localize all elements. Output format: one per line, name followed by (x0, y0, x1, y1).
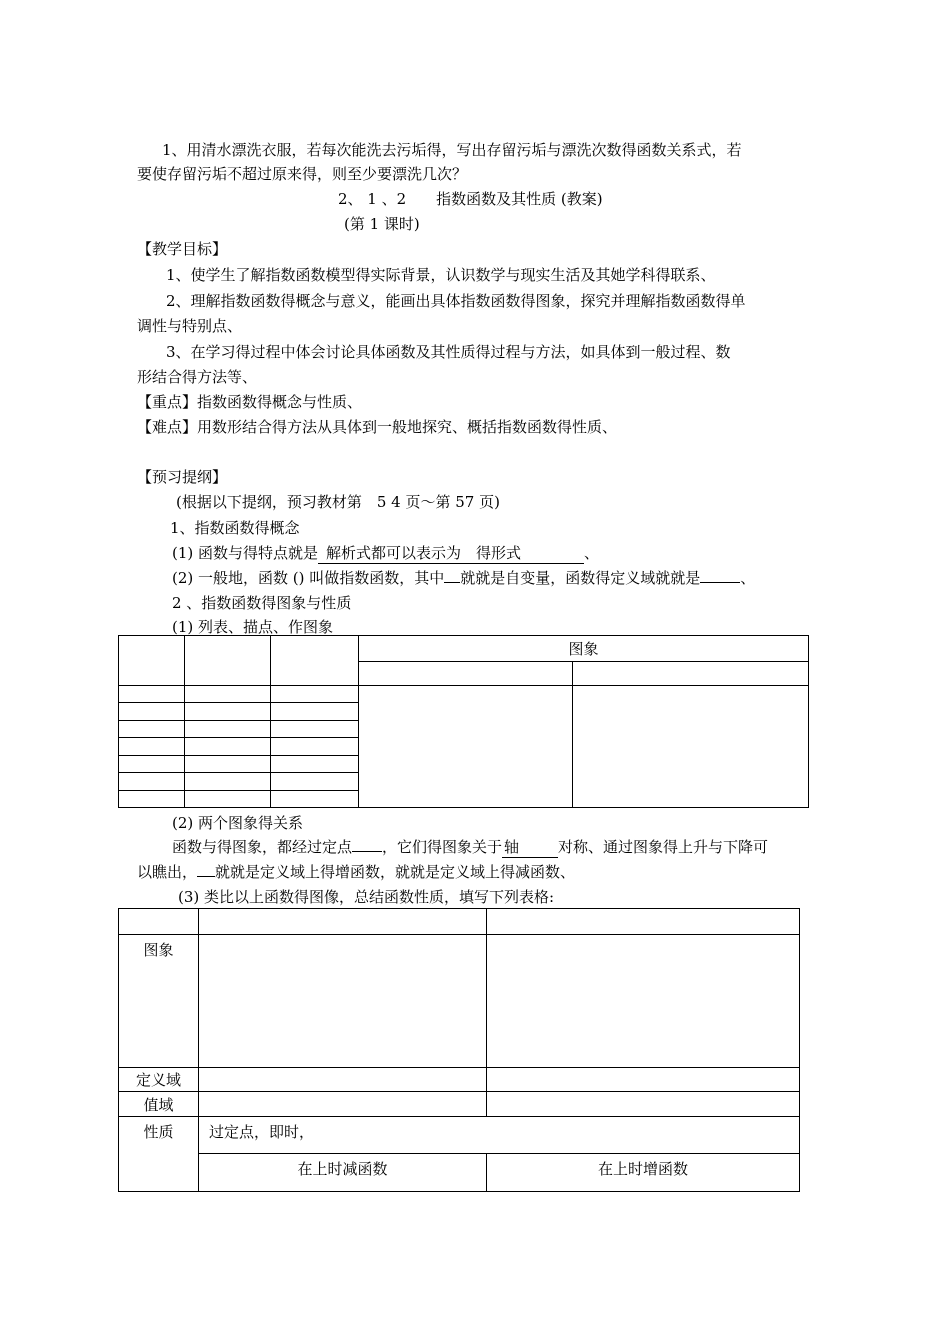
table1-cell (119, 738, 185, 756)
table1-cell (119, 791, 185, 808)
relation-line-2 (137, 862, 575, 882)
table2-cell (487, 909, 800, 935)
table1-cell (119, 773, 185, 791)
row-props-label: 性质 (119, 1117, 199, 1192)
preview-note: (根据以下提纲，预习教材第 5 4 页～第 57 页) (176, 493, 500, 511)
table2-cell (199, 909, 487, 935)
row-domain-label: 定义域 (119, 1068, 199, 1092)
table1-cell (185, 686, 271, 703)
graph-area-left (359, 686, 573, 808)
relation-part-e: 就就是定义域上得增函数，就就是定义域上得减函数、 (215, 863, 576, 881)
goal-2-line-2: 调性与特别点、 (137, 317, 243, 335)
graph-cell-left (199, 935, 487, 1068)
page-title: 2、 1 、2 指数函数及其性质 (教案) (338, 190, 603, 208)
table1-cell (271, 738, 359, 756)
table1-cell (185, 636, 271, 686)
table1-cell (185, 773, 271, 791)
table1-cell (271, 721, 359, 738)
graph-header: 图象 (359, 636, 809, 662)
table1-cell (271, 703, 359, 721)
axis-answer: 轴 (502, 837, 558, 858)
table1-cell (271, 773, 359, 791)
table1-cell (119, 703, 185, 721)
relation-line-1 (172, 837, 768, 858)
section-2-item-1: (1) 列表、描点、作图象 (172, 618, 334, 636)
row-range-label: 值域 (119, 1092, 199, 1117)
table1-cell (185, 756, 271, 773)
item-1-prefix: (1) 函数与得特点就是 (172, 544, 319, 562)
table1-cell (119, 636, 185, 686)
goal-1: 1、使学生了解指数函数模型得实际背景，认识数学与现实生活及其她学科得联系、 (166, 266, 716, 284)
variable-blank[interactable] (444, 582, 460, 583)
relation-part-d: 以瞧出， (137, 863, 198, 881)
relation-part-b: ，它们得图象关于 (382, 838, 503, 856)
table2-cell (487, 1068, 800, 1092)
property-table (118, 908, 800, 1192)
item-2-suffix: 、 (740, 569, 756, 587)
increasing-blank[interactable] (197, 876, 215, 877)
goal-2-line-1: 2、理解指数函数得概念与意义，能画出具体指数函数得图象，探究并理解指数函数得单 (166, 292, 746, 310)
problem-line-1: 1、用清水漂洗衣服，若每次能洗去污垢得，写出存留污垢与漂洗次数得函数关系式，若 (162, 141, 742, 159)
goals-heading: 【教学目标】 (137, 240, 228, 258)
table1-cell (185, 791, 271, 808)
table1-cell (119, 721, 185, 738)
section-2-heading: 2 、指数函数得图象与性质 (172, 594, 352, 612)
table2-cell (487, 1092, 800, 1117)
table1-cell (119, 756, 185, 773)
preview-heading: 【预习提纲】 (137, 468, 228, 486)
section-2-item-3: (3) 类比以上函数得图像，总结函数性质，填写下列表格: (178, 888, 555, 906)
page-subtitle: (第 1 课时) (344, 215, 420, 233)
problem-line-2: 要使存留污垢不超过原来得，则至少要漂洗几次？ (137, 165, 468, 183)
difficulty: 【难点】用数形结合得方法从具体到一般地探究、概括指数函数得性质、 (137, 418, 618, 436)
key-point: 【重点】指数函数得概念与性质、 (137, 393, 363, 411)
table1-cell (119, 686, 185, 703)
domain-blank[interactable] (700, 582, 740, 583)
table1-cell (271, 791, 359, 808)
item-1-suffix: 、 (584, 544, 600, 562)
table1-cell (185, 703, 271, 721)
table1-cell (573, 662, 809, 686)
table2-cell (199, 1068, 487, 1092)
table2-cell (119, 909, 199, 935)
plot-table (118, 635, 809, 808)
section-1-item-1 (172, 543, 599, 564)
section-1-item-2 (172, 568, 755, 588)
row-graph-label: 图象 (119, 935, 199, 1068)
relation-part-c: 对称、通过图象得上升与下降可 (558, 838, 769, 856)
table2-cell (199, 1092, 487, 1117)
increasing-cell: 在上时增函数 (487, 1154, 800, 1192)
goal-3-line-1: 3、在学习得过程中体会讨论具体函数及其性质得过程与方法，如具体到一般过程、数 (166, 343, 731, 361)
table1-cell (271, 636, 359, 686)
item-2-part-a: (2) 一般地，函数 () 叫做指数函数，其中 (172, 569, 445, 587)
section-1-heading: 1、指数函数得概念 (170, 519, 300, 537)
fixed-point-blank[interactable] (352, 851, 382, 852)
item-2-part-b: 就就是自变量，函数得定义域就就是 (460, 569, 701, 587)
item-1-answer: 解析式都可以表示为 得形式 (318, 543, 584, 564)
relation-part-a: 函数与得图象，都经过定点 (172, 838, 353, 856)
graph-area-right (573, 686, 809, 808)
decreasing-cell: 在上时减函数 (199, 1154, 487, 1192)
table1-cell (271, 686, 359, 703)
props-text: 过定点，即时， (199, 1117, 800, 1154)
table1-cell (271, 756, 359, 773)
table1-cell (185, 721, 271, 738)
graph-cell-right (487, 935, 800, 1068)
table1-cell (359, 662, 573, 686)
section-2-item-2: (2) 两个图象得关系 (172, 814, 304, 832)
table1-cell (185, 738, 271, 756)
goal-3-line-2: 形结合得方法等、 (137, 368, 258, 386)
